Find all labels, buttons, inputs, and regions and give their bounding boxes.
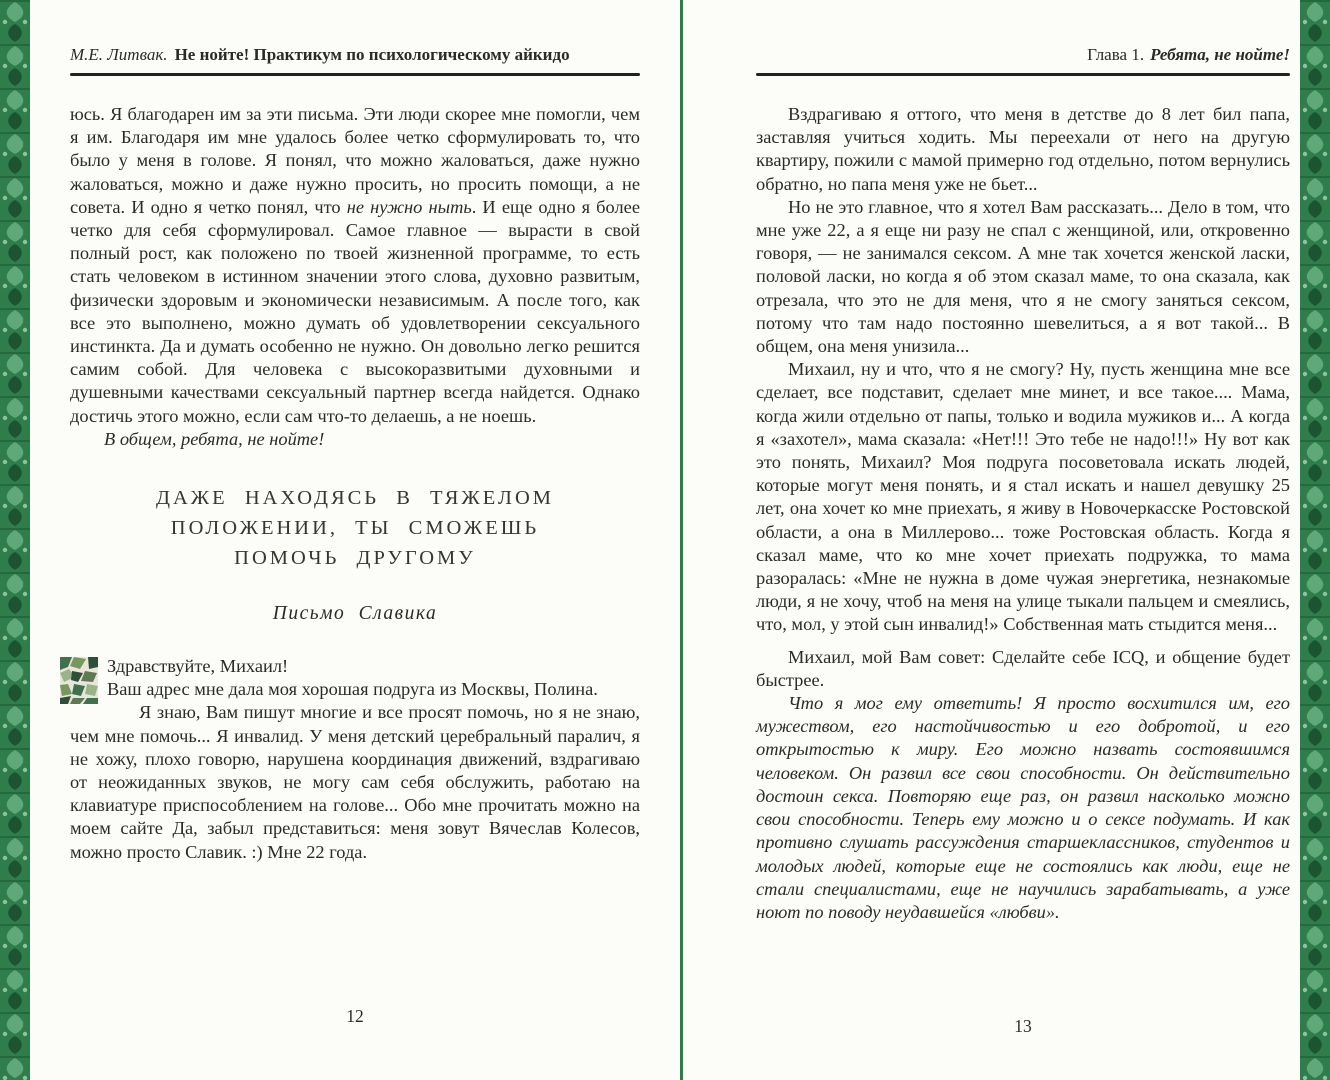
letter-block	[70, 655, 640, 864]
page-number-left: 12	[346, 1006, 364, 1026]
running-header-left	[70, 44, 640, 66]
header-rule-right	[756, 73, 1290, 76]
authors-comment: Что я мог ему ответить! Я просто восхитился им, его мужеством, его настойчивостью и его добротой, и его открытостью к миру. Его можно назвать состоявшимся человеком. Он развил все свои способности. Он действительно достоин секса. Повторяю еще раз, он развил насколько можно свои способности. Теперь ему можно и о сексе подумать. И как противно слушать рассуждения старшеклассников, студентов и молодых людей, которые еще не состоялись как люди, еще не стали специалистами, еще не научились зарабатывать, а уже ноют по поводу неудавшейся «любви».	[756, 693, 1290, 922]
paragraph: Но не это главное, что я хотел Вам рассказать... Дело в том, что мне уже 22, а я еще ни разу не спал с женщиной, или, откровенно говоря, — не занимался сексом. А мне так хочется женской ласки, половой ласки, но когда я об этом сказал маме, то она сказала, как отрезала, что это не для меня, что я не смогу заняться сексом, потому что там надо постоянно шевелиться, а я вот такой... В общем, она меня унизила...	[756, 196, 1290, 357]
running-header-right	[756, 44, 1290, 66]
page-gutter-line	[680, 0, 683, 1080]
paragraph-intro-text-after: . И еще одно я более четко для себя сформулировал. Самое главное — вырасти в свой полный рост, как положено по твоей жизненной программе, то есть стать человеком в истинном значении этого слова, духовно развитым, физически здоровым и экономически независимым. А после того, как все это выполнено, можно думать об удовлетворении сексуального инстинкта. Да и думать особенно не нужно. Он довольно легко решится самим собой. Для человека с высокоразвитыми духовными и душевными качествами сексуальный партнер всегда найдется. Однако достичь этого можно, если сам что-то делаешь, а не ноешь.	[70, 196, 640, 426]
paragraph-advice: Михаил, мой Вам совет: Сделайте себе ICQ, и общение будет быстрее.	[756, 646, 1290, 690]
paragraph-intro	[70, 103, 640, 428]
header-rule-left	[70, 73, 640, 76]
paragraph-intro-text: юсь. Я благодарен им за эти письма. Эти люди скорее мне помогли, чем я им. Благодаря им мне удалось более четко сформулировать то, что было у меня в голове. Я понял, что можно жаловаться, даже нужно жаловаться, можно и даже нужно просить, но просить помощи, а не совета. И одно я четко понял, что	[70, 104, 640, 217]
mosaic-ornament-icon	[60, 657, 98, 704]
right-page-body	[756, 103, 1290, 924]
border-ornament-pattern-icon	[1300, 0, 1330, 1080]
letter-intro: Ваш адрес мне дала моя хорошая подруга из Москвы, Полина.	[107, 679, 598, 700]
paragraph: Вздрагиваю я оттого, что меня в детстве до 8 лет бил папа, заставляя учиться ходить. Мы переехали от него на другую квартиру, пожили с мамой примерно год отдельно, потом вернулись обратно, но папа меня уже не бьет...	[756, 104, 1290, 194]
section-heading-line: ПОМОЧЬ ДРУГОМУ	[234, 547, 476, 570]
decorative-border-left	[0, 0, 30, 1080]
left-page-body	[70, 103, 640, 864]
paragraph: Михаил, ну и что, что я не смогу? Ну, пусть женщина мне все сделает, все подставит, сделает мне минет, и все такое.... Мама, когда жили отдельно от папы, только и водила мужиков и... А когда я «захотел», мама сказала: «Нет!!! Это тебе не надо!!!» Ну вот как это понять, Михаил? Моя подруга посоветовала искать людей, которые могут меня понять, и я стал искать и нашел девушку 25 лет, она хочет ко мне приехать, я живу в Новочеркасске Ростовской области, а она в Миллерово... тоже Ростовская область. Когда я сказал маме, что ко мне хочет приехать подружка, то мама разоралась: «Мне не нужна в доме чужая энергетика, незнакомые люди, я не хочу, чтоб на меня на улице тыкали пальцем и смеялись, что, мол, у этой сын инвалид!» Собственная мать стыдится меня...	[756, 359, 1290, 635]
decorative-border-right	[1300, 0, 1330, 1080]
left-page	[70, 44, 640, 864]
chapter-title: Ребята, не нойте!	[1150, 45, 1290, 64]
chapter-label: Глава 1.	[1087, 45, 1145, 64]
section-heading	[70, 483, 640, 573]
page-number-right: 13	[1014, 1016, 1032, 1036]
border-ornament-pattern-icon	[0, 0, 30, 1080]
book-title: Не нойте! Практикум по психологическому айкидо	[174, 45, 570, 64]
right-page	[756, 44, 1290, 924]
paragraph-intro-emphasis: не нужно ныть	[346, 196, 472, 217]
section-heading-line: ДАЖЕ НАХОДЯСЬ В ТЯЖЕЛОМ	[156, 487, 554, 510]
book-author: М.Е. Литвак.	[70, 45, 168, 64]
paragraph-moral: В общем, ребята, не нойте!	[104, 428, 325, 449]
section-heading-line: ПОЛОЖЕНИИ, ТЫ СМОЖЕШЬ	[170, 517, 540, 540]
letter-greeting: Здравствуйте, Михаил!	[107, 656, 289, 677]
letter-body: Я знаю, Вам пишут многие и все просят помочь, но я не знаю, чем мне помочь... Я инвалид. У меня детский церебральный паралич, я не хожу, плохо говорю, нарушена координация движений, вздрагиваю от неожиданных звуков, не могу сам себя обслужить, работаю на клавиатуре приспособлением на голове... Обо мне прочитать можно на моем сайте Да, забыл представиться: меня зовут Вячеслав Колесов, можно просто Славик. :) Мне 22 года.	[70, 702, 640, 862]
letter-heading: Письмо Славика	[272, 603, 438, 625]
